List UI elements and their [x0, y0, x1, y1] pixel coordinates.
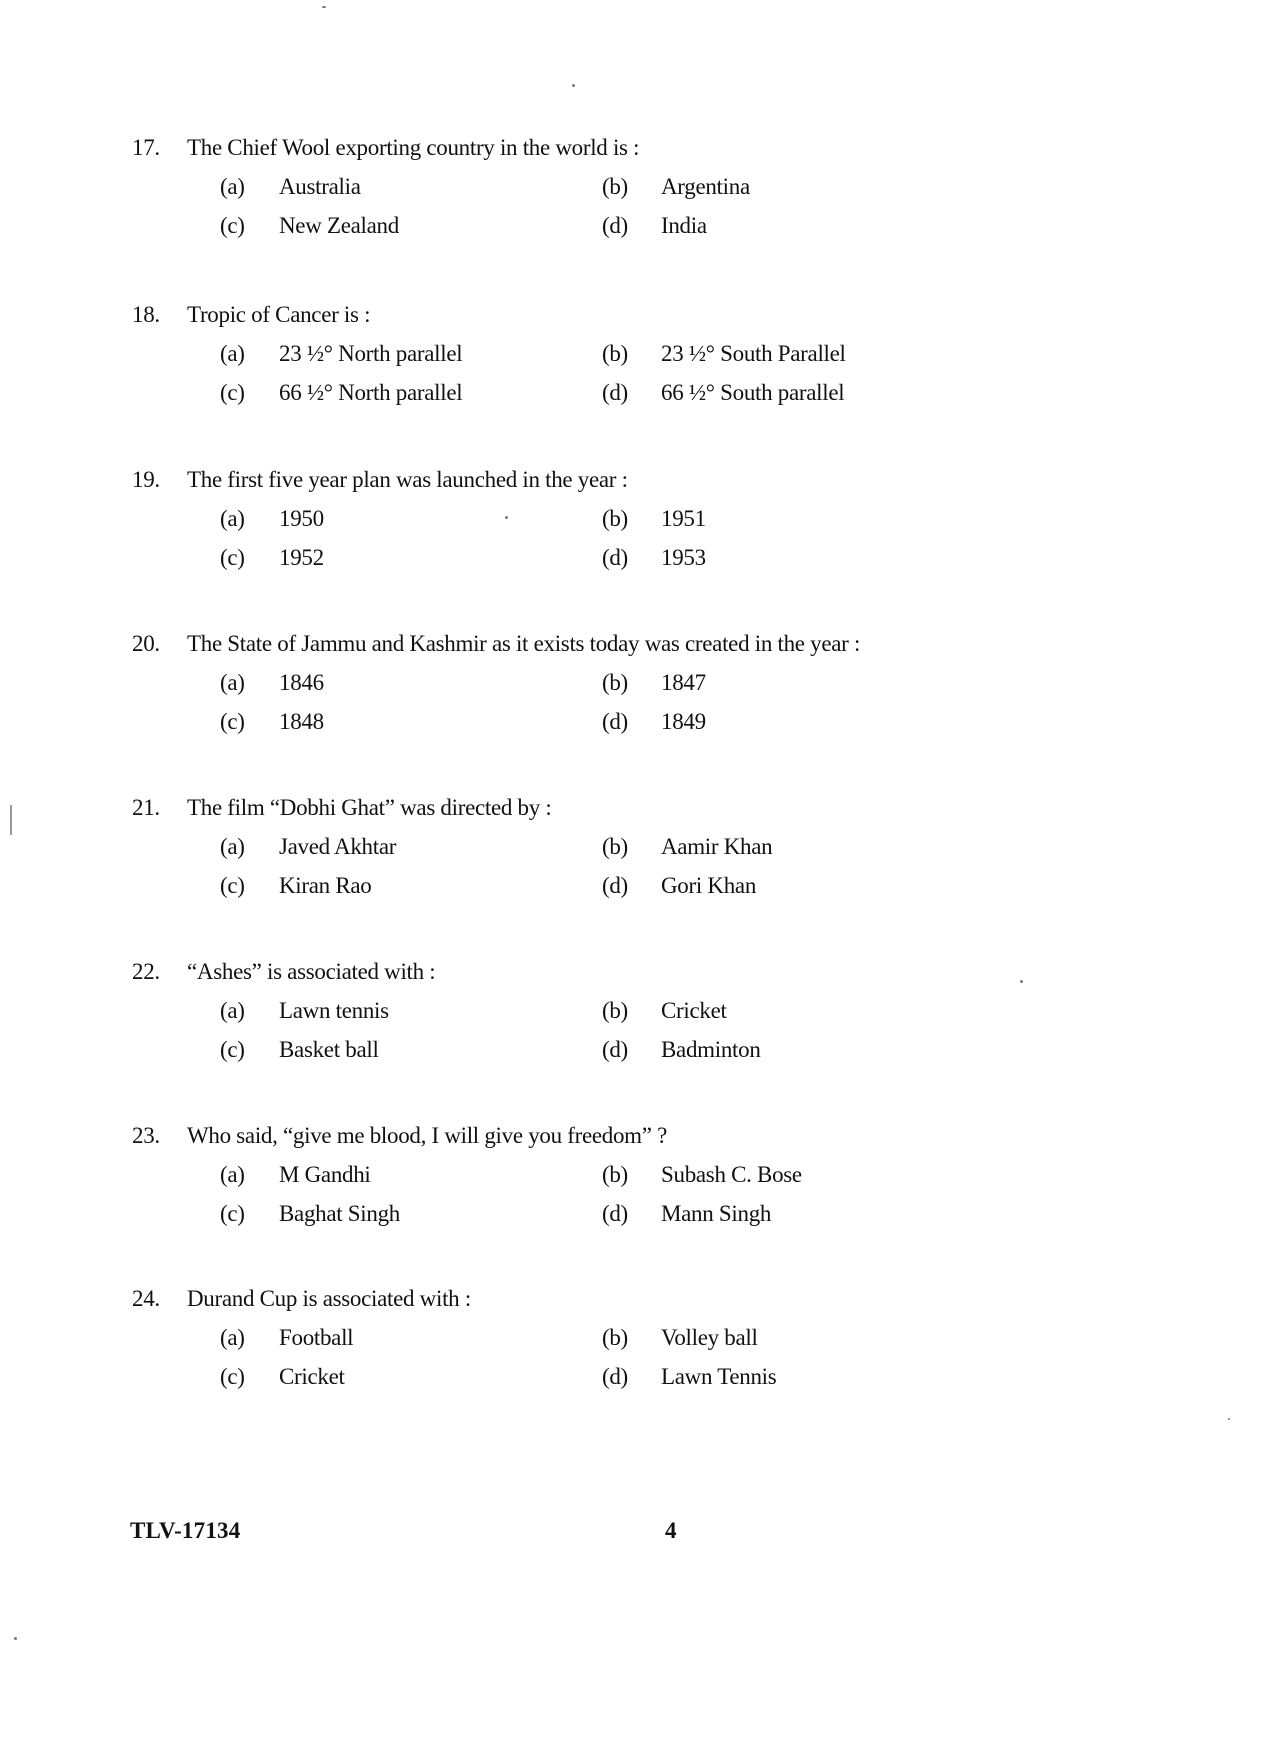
option-text: Lawn tennis: [279, 998, 389, 1023]
option-letter: (b): [602, 174, 628, 199]
option-c: [220, 1199, 602, 1229]
option-text: Lawn Tennis: [661, 1364, 777, 1389]
option-row: [132, 172, 1132, 202]
option-text: 1849: [661, 709, 706, 734]
option-text: Gori Khan: [661, 873, 757, 898]
question-text: “Ashes” is associated with :: [187, 959, 436, 984]
scan-speck: [10, 805, 12, 835]
question-18: [132, 300, 1132, 408]
question-24: [132, 1284, 1132, 1392]
option-row: [132, 211, 1132, 241]
question-text: Durand Cup is associated with :: [187, 1286, 471, 1311]
option-text: 1953: [661, 545, 706, 570]
option-letter: (d): [602, 1037, 628, 1062]
question-number: 20.: [132, 631, 160, 656]
option-row: [132, 871, 1132, 901]
question-header: [132, 465, 1132, 495]
question-22: [132, 957, 1132, 1065]
option-letter: (a): [220, 1325, 245, 1350]
option-c: [220, 1362, 602, 1392]
option-letter: (c): [220, 709, 245, 734]
option-text: Argentina: [661, 174, 750, 199]
option-letter: (b): [602, 998, 628, 1023]
option-c: [220, 378, 602, 408]
option-letter: (a): [220, 998, 245, 1023]
option-text: 1847: [661, 670, 706, 695]
option-text: Baghat Singh: [279, 1201, 400, 1226]
option-a: [220, 172, 602, 202]
option-letter: (c): [220, 380, 245, 405]
question-text: The Chief Wool exporting country in the world is :: [187, 135, 640, 160]
option-d: [602, 1362, 982, 1392]
scan-speck: [322, 6, 326, 8]
page-number: 4: [665, 1518, 677, 1543]
option-text: Cricket: [279, 1364, 345, 1389]
question-number: 23.: [132, 1123, 160, 1148]
question-number: 18.: [132, 302, 160, 327]
option-a: [220, 996, 602, 1026]
option-letter: (c): [220, 1037, 245, 1062]
option-d: [602, 1199, 982, 1229]
question-header: [132, 1284, 1132, 1314]
option-text: Football: [279, 1325, 354, 1350]
option-b: [602, 668, 982, 698]
option-text: Subash C. Bose: [661, 1162, 802, 1187]
option-a: [220, 1323, 602, 1353]
option-letter: (d): [602, 1364, 628, 1389]
option-b: [602, 832, 982, 862]
question-23: [132, 1121, 1132, 1229]
option-a: [220, 832, 602, 862]
option-d: [602, 378, 982, 408]
option-text: M Gandhi: [279, 1162, 371, 1187]
option-text: India: [661, 213, 707, 238]
option-row: [132, 996, 1132, 1026]
option-letter: (a): [220, 506, 245, 531]
option-row: [132, 1160, 1132, 1190]
option-row: [132, 707, 1132, 737]
option-row: [132, 378, 1132, 408]
option-row: [132, 1199, 1132, 1229]
option-text: 66 ½° South parallel: [661, 380, 845, 405]
option-letter: (d): [602, 545, 628, 570]
question-number: 19.: [132, 467, 160, 492]
option-c: [220, 211, 602, 241]
option-text: 1951: [661, 506, 706, 531]
option-letter: (b): [602, 670, 628, 695]
option-letter: (b): [602, 834, 628, 859]
option-row: [132, 339, 1132, 369]
option-row: [132, 1362, 1132, 1392]
question-header: [132, 957, 1132, 987]
option-letter: (a): [220, 834, 245, 859]
option-b: [602, 339, 982, 369]
question-text: Who said, “give me blood, I will give you freedom” ?: [187, 1123, 668, 1148]
option-letter: (c): [220, 873, 245, 898]
option-row: [132, 1035, 1132, 1065]
option-b: [602, 1160, 982, 1190]
option-letter: (b): [602, 1325, 628, 1350]
question-header: [132, 1121, 1132, 1151]
option-row: [132, 543, 1132, 573]
question-header: [132, 300, 1132, 330]
option-text: 1848: [279, 709, 324, 734]
question-21: [132, 793, 1132, 901]
option-d: [602, 871, 982, 901]
option-letter: (c): [220, 545, 245, 570]
option-a: [220, 1160, 602, 1190]
option-b: [602, 996, 982, 1026]
option-c: [220, 1035, 602, 1065]
option-text: Cricket: [661, 998, 727, 1023]
option-letter: (d): [602, 213, 628, 238]
question-number: 21.: [132, 795, 160, 820]
option-row: [132, 832, 1132, 862]
option-c: [220, 707, 602, 737]
booklet-code: TLV-17134: [130, 1518, 241, 1543]
option-d: [602, 211, 982, 241]
option-text: Volley ball: [661, 1325, 758, 1350]
option-c: [220, 543, 602, 573]
option-letter: (b): [602, 1162, 628, 1187]
question-number: 22.: [132, 959, 160, 984]
option-text: Javed Akhtar: [279, 834, 397, 859]
option-text: Basket ball: [279, 1037, 379, 1062]
option-row: [132, 504, 1132, 534]
question-text: The film “Dobhi Ghat” was directed by :: [187, 795, 552, 820]
option-text: Mann Singh: [661, 1201, 772, 1226]
question-number: 17.: [132, 135, 160, 160]
option-text: New Zealand: [279, 213, 399, 238]
option-row: [132, 1323, 1132, 1353]
question-header: [132, 133, 1132, 163]
option-text: 1950: [279, 506, 324, 531]
question-19: [132, 465, 1132, 573]
option-text: 23 ½° South Parallel: [661, 341, 846, 366]
option-letter: (a): [220, 341, 245, 366]
option-row: [132, 668, 1132, 698]
scan-speck: [1020, 980, 1023, 983]
option-letter: (c): [220, 1201, 245, 1226]
option-text: 23 ½° North parallel: [279, 341, 463, 366]
option-letter: (d): [602, 1201, 628, 1226]
option-a: [220, 504, 602, 534]
question-header: [132, 793, 1132, 823]
option-b: [602, 1323, 982, 1353]
option-text: Kiran Rao: [279, 873, 372, 898]
option-letter: (c): [220, 213, 245, 238]
option-b: [602, 172, 982, 202]
option-d: [602, 707, 982, 737]
option-letter: (a): [220, 670, 245, 695]
option-text: Australia: [279, 174, 361, 199]
question-17: [132, 133, 1132, 241]
question-header: [132, 629, 1132, 659]
option-text: 1952: [279, 545, 324, 570]
option-letter: (b): [602, 506, 628, 531]
option-letter: (d): [602, 380, 628, 405]
question-text: The State of Jammu and Kashmir as it exists today was created in the year :: [187, 631, 861, 656]
option-a: [220, 668, 602, 698]
question-20: [132, 629, 1132, 737]
scan-speck: [14, 1637, 17, 1640]
scan-speck: [572, 84, 575, 87]
option-letter: (a): [220, 1162, 245, 1187]
option-text: 1846: [279, 670, 324, 695]
option-letter: (a): [220, 174, 245, 199]
question-text: The first five year plan was launched in the year :: [187, 467, 628, 492]
scan-speck: [1228, 1418, 1230, 1420]
scan-speck: [505, 516, 508, 519]
option-letter: (d): [602, 709, 628, 734]
option-b: [602, 504, 982, 534]
option-letter: (d): [602, 873, 628, 898]
option-letter: (b): [602, 341, 628, 366]
option-a: [220, 339, 602, 369]
option-text: Aamir Khan: [661, 834, 773, 859]
question-number: 24.: [132, 1286, 160, 1311]
option-d: [602, 1035, 982, 1065]
option-text: 66 ½° North parallel: [279, 380, 463, 405]
option-c: [220, 871, 602, 901]
option-d: [602, 543, 982, 573]
question-text: Tropic of Cancer is :: [187, 302, 371, 327]
option-letter: (c): [220, 1364, 245, 1389]
option-text: Badminton: [661, 1037, 761, 1062]
